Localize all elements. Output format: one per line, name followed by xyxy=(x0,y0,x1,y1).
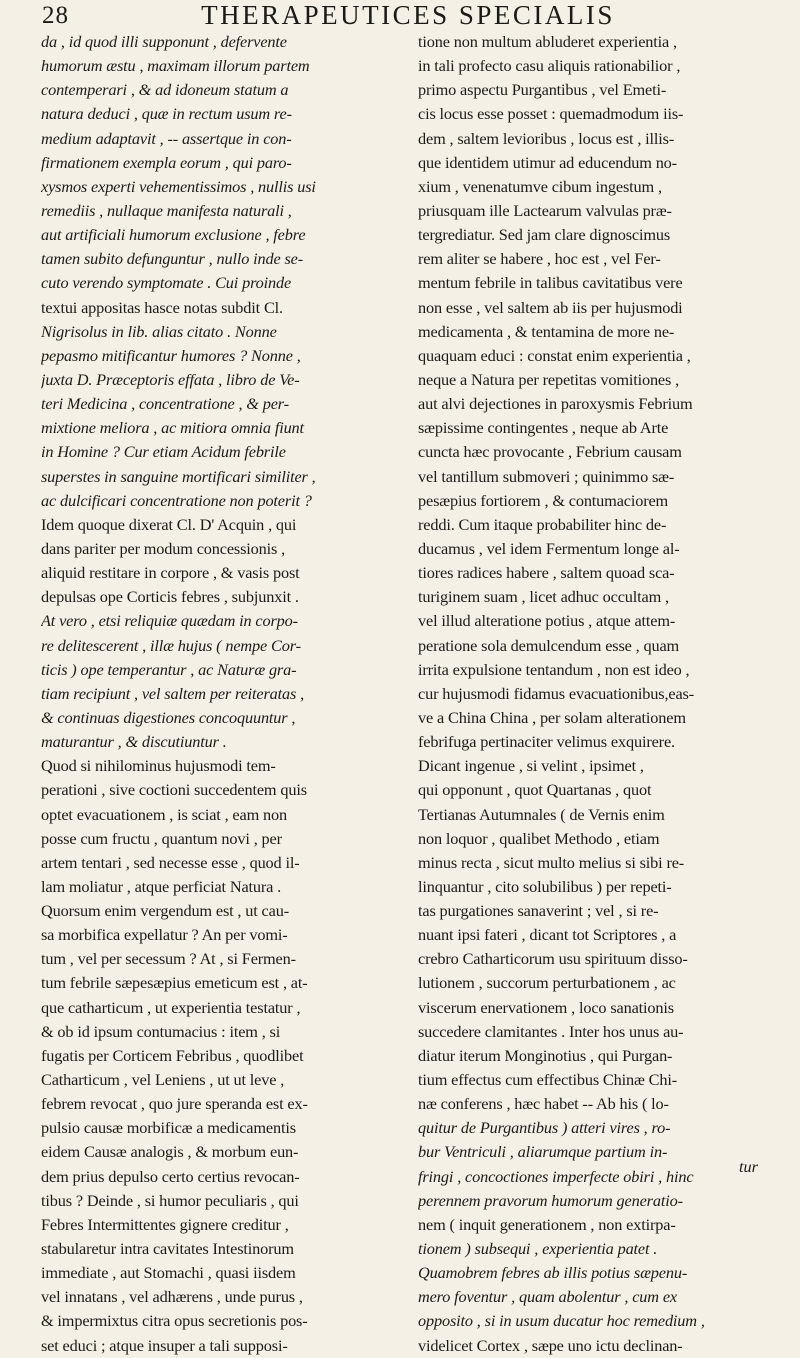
text-line: Quorsum enim vergendum est , ut cau- xyxy=(41,901,289,921)
text-line: tiam recipiunt , vel saltem per reiteratas , xyxy=(41,683,305,703)
text-line: medicamenta , & tentamina de more ne- xyxy=(418,321,675,341)
text-line: xysmos experti vehementissimos , nullis usi xyxy=(41,176,316,196)
text-line: aliquid restitare in corpore , & vasis post xyxy=(41,563,300,583)
text-line: cuto verendo symptomate . Cui proinde xyxy=(41,273,292,293)
text-line: tamen subito defunguntur , nullo inde se- xyxy=(41,249,304,269)
text-line: tium effectus cum effectibus Chinæ Chi- xyxy=(418,1070,677,1090)
text-line: tum , vel per secessum ? At , si Fermen- xyxy=(41,949,296,969)
text-line: vel innatans , vel adhærens , unde purus , xyxy=(41,1287,303,1307)
text-line: febrifuga pertinaciter velimus exquirere. xyxy=(418,732,675,752)
text-line: & continuas digestiones concoquuntur , xyxy=(41,707,296,727)
text-line: textui appositas hasce notas subdit Cl. xyxy=(41,297,283,317)
text-line: ac dulcificari concentratione non poterit ? xyxy=(41,490,312,510)
text-line: ve a China China , per solam alterationem xyxy=(418,707,686,727)
text-line: lutionem , succorum perturbationem , ac xyxy=(418,973,676,993)
text-line: febrem revocat , quo jure speranda est ex- xyxy=(41,1094,308,1114)
text-line: quitur de Purgantibus ) atteri vires , ro- xyxy=(418,1118,671,1138)
text-line: minus recta , sicut multo melius si sibi re- xyxy=(418,852,685,872)
text-line: priusquam ille Lactearum valvulas præ- xyxy=(418,200,672,220)
text-line: Dicant ingenue , si velint , ipsimet , xyxy=(418,756,644,776)
text-line: pesæpius fortiorem , & contumaciorem xyxy=(418,490,669,510)
text-line: opposito , si in usum ducatur hoc remedium , xyxy=(418,1311,705,1331)
text-line: dem , saltem levioribus , locus est , illis- xyxy=(418,128,675,148)
text-line: teri Medicina , concentratione , & per- xyxy=(41,394,289,414)
text-line: juxta D. Præceptoris effata , libro de Ve- xyxy=(41,369,300,389)
text-line: reddi. Cum itaque probabiliter hinc de- xyxy=(418,514,667,534)
text-line: diatur iterum Monginotius , qui Purgan- xyxy=(418,1045,673,1065)
text-line: & ob id ipsum contumacius : item , si xyxy=(41,1021,281,1041)
right-column xyxy=(418,30,780,1358)
text-line: remediis , nullaque manifesta naturali , xyxy=(41,200,292,220)
text-line: cis locus esse posset : quemadmodum iis- xyxy=(418,104,684,124)
text-line: Catharticum , vel Leniens , ut ut leve , xyxy=(41,1070,285,1090)
text-line: mentum febrile in talibus cavitatibus vere xyxy=(418,273,683,293)
text-line: qui opponunt , quot Quartanas , quot xyxy=(418,780,652,800)
text-line: superstes in sanguine mortificari similiter , xyxy=(41,466,316,486)
text-line: que identidem utimur ad educendum no- xyxy=(418,152,677,172)
text-line: optet evacuationem , is sciat , eam non xyxy=(41,804,287,824)
text-line: & impermixtus citra opus secretionis pos- xyxy=(41,1311,308,1331)
text-line: stabularetur intra cavitates Intestinorum xyxy=(41,1239,294,1259)
text-line: turiginem suam , licet adhuc occultam , xyxy=(418,587,669,607)
text-line: re delitescerent , illæ hujus ( nempe Cor- xyxy=(41,635,301,655)
text-line: neque a Natura per repetitas vomitiones , xyxy=(418,369,680,389)
left-column xyxy=(41,30,401,1358)
text-line: fringi , concoctiones imperfecte obiri , hinc xyxy=(418,1166,694,1186)
text-line: vel tantillum submoveri ; quinimmo sæ- xyxy=(418,466,675,486)
text-line: At vero , etsi reliquiæ quædam in corpo- xyxy=(41,611,298,631)
text-line: pulsio causæ morbificæ a medicamentis xyxy=(41,1118,296,1138)
text-line: natura deduci , quæ in rectum usum re- xyxy=(41,104,292,124)
text-line: tergrediatur. Sed jam clare dignoscimus xyxy=(418,225,671,245)
text-line: næ conferens , hæc habet -- Ab his ( lo- xyxy=(418,1094,669,1114)
text-line: da , id quod illi supponunt , defervente xyxy=(41,32,287,51)
text-line: tionem ) subsequi , experientia patet . xyxy=(418,1239,658,1259)
text-line: linquantur , cito solubilibus ) per repeti- xyxy=(418,876,672,896)
text-line: videlicet Cortex , sæpe uno ictu declinan- xyxy=(418,1335,683,1355)
text-line: pepasmo mitificantur humores ? Nonne , xyxy=(41,345,301,365)
text-line: tibus ? Deinde , si humor peculiaris , qui xyxy=(41,1190,299,1210)
text-line: tiores radices habere , saltem quoad sca- xyxy=(418,563,675,583)
text-line: nuant ipsi fateri , dicant tot Scriptores , a xyxy=(418,925,677,945)
text-line: cuncta hæc provocante , Febrium causam xyxy=(418,442,682,462)
text-line: Quamobrem febres ab illis potius sæpenu- xyxy=(418,1263,688,1283)
text-line: irrita expulsione tentandum , non est ideo , xyxy=(418,659,690,679)
text-line: que catharticum , ut experientia testatur , xyxy=(41,997,301,1017)
text-line: non esse , vel saltem ab iis per hujusmodi xyxy=(418,297,683,317)
text-line: ticis ) ope temperantur , ac Naturæ gra- xyxy=(41,659,297,679)
text-line: rem aliter se habere , hoc est , vel Fer- xyxy=(418,249,661,269)
text-line: Nigrisolus in lib. alias citato . Nonne xyxy=(41,321,277,341)
text-line: Quod si nihilominus hujusmodi tem- xyxy=(41,756,276,776)
text-line: artem tentari , sed necesse esse , quod il- xyxy=(41,852,300,872)
text-line: Febres Intermittentes gignere creditur , xyxy=(41,1214,289,1234)
text-line: succedere clamitantes . Inter hos unus au- xyxy=(418,1021,684,1041)
text-line: lam moliatur , atque perficiat Natura . xyxy=(41,876,282,896)
text-line: aut alvi dejectiones in paroxysmis Febrium xyxy=(418,394,693,414)
text-line: mero foventur , quam abolentur , cum ex xyxy=(418,1287,677,1307)
text-line: tione non multum abluderet experientia , xyxy=(418,32,677,51)
text-line: fugatis per Corticem Febribus , quodlibet xyxy=(41,1045,304,1065)
text-line: perennem pravorum humorum generatio- xyxy=(418,1190,683,1210)
text-line: nem ( inquit generationem , non extirpa- xyxy=(418,1214,676,1234)
text-line: xium , venenatumve cibum ingestum , xyxy=(418,176,662,196)
text-line: medium adaptavit , -- assertque in con- xyxy=(41,128,292,148)
text-line: mixtione meliora , ac mitiora omnia fiunt xyxy=(41,418,304,438)
text-line: in Homine ? Cur etiam Acidum febrile xyxy=(41,442,286,462)
text-line: firmationem exempla eorum , qui paro- xyxy=(41,152,292,172)
text-line: vel illud alteratione potius , atque attem- xyxy=(418,611,676,631)
text-line: aut artificiali humorum exclusione , febre xyxy=(41,225,306,245)
text-line: maturantur , & discutiuntur . xyxy=(41,732,227,752)
page-number: 28 xyxy=(42,2,69,29)
text-line: tas purgationes sanaverint ; vel , si re- xyxy=(418,901,659,921)
text-line: posse cum fructu , quantum novi , per xyxy=(41,828,282,848)
text-line: primo aspectu Purgantibus , vel Emeti- xyxy=(418,80,667,100)
text-line: bur Ventriculi , aliarumque partium in- xyxy=(418,1142,668,1162)
text-line: sa morbifica expellatur ? An per vomi- xyxy=(41,925,288,945)
text-line: tum febrile sæpesæpius emeticum est , at- xyxy=(41,973,308,993)
running-head: THERAPEUTICES SPECIALIS xyxy=(201,0,615,30)
text-line: dem prius depulso certo certius revocan- xyxy=(41,1166,300,1186)
text-line: contemperari , & ad idoneum statum a xyxy=(41,80,289,100)
text-line: depulsas ope Corticis febres , subjunxit . xyxy=(41,587,299,607)
text-line: perationi , sive coctioni succedentem quis xyxy=(41,780,307,800)
text-line: set educi ; atque insuper a tali supposi- xyxy=(41,1335,288,1355)
text-line: Tertianas Autumnales ( de Vernis enim xyxy=(418,804,665,824)
text-line: quaquam educi : constat enim experientia , xyxy=(418,345,691,365)
text-line: in tali profecto casu aliquis rationabilior , xyxy=(418,56,681,76)
text-line: viscerum enervationem , loco sanationis xyxy=(418,997,674,1017)
text-line: ducamus , vel idem Fermentum longe al- xyxy=(418,538,680,558)
text-line: peratione sola demulcendum esse , quam xyxy=(418,635,680,655)
text-line: dans pariter per modum concessionis , xyxy=(41,538,286,558)
catchword: tur xyxy=(738,1157,758,1176)
text-line: sæpissime contingentes , neque ab Arte xyxy=(418,418,669,438)
text-line: crebro Catharticorum usu spirituum disso- xyxy=(418,949,688,969)
text-line: eidem Causæ analogis , & morbum eun- xyxy=(41,1142,299,1162)
text-line: cur hujusmodi fidamus evacuationibus,eas- xyxy=(418,683,694,703)
text-line: immediate , aut Stomachi , quasi iisdem xyxy=(41,1263,296,1283)
text-line: non loquor , qualibet Methodo , etiam xyxy=(418,828,660,848)
text-line: humorum æstu , maximam illorum partem xyxy=(41,56,310,76)
text-line: Idem quoque dixerat Cl. D' Acquin , qui xyxy=(41,514,297,534)
